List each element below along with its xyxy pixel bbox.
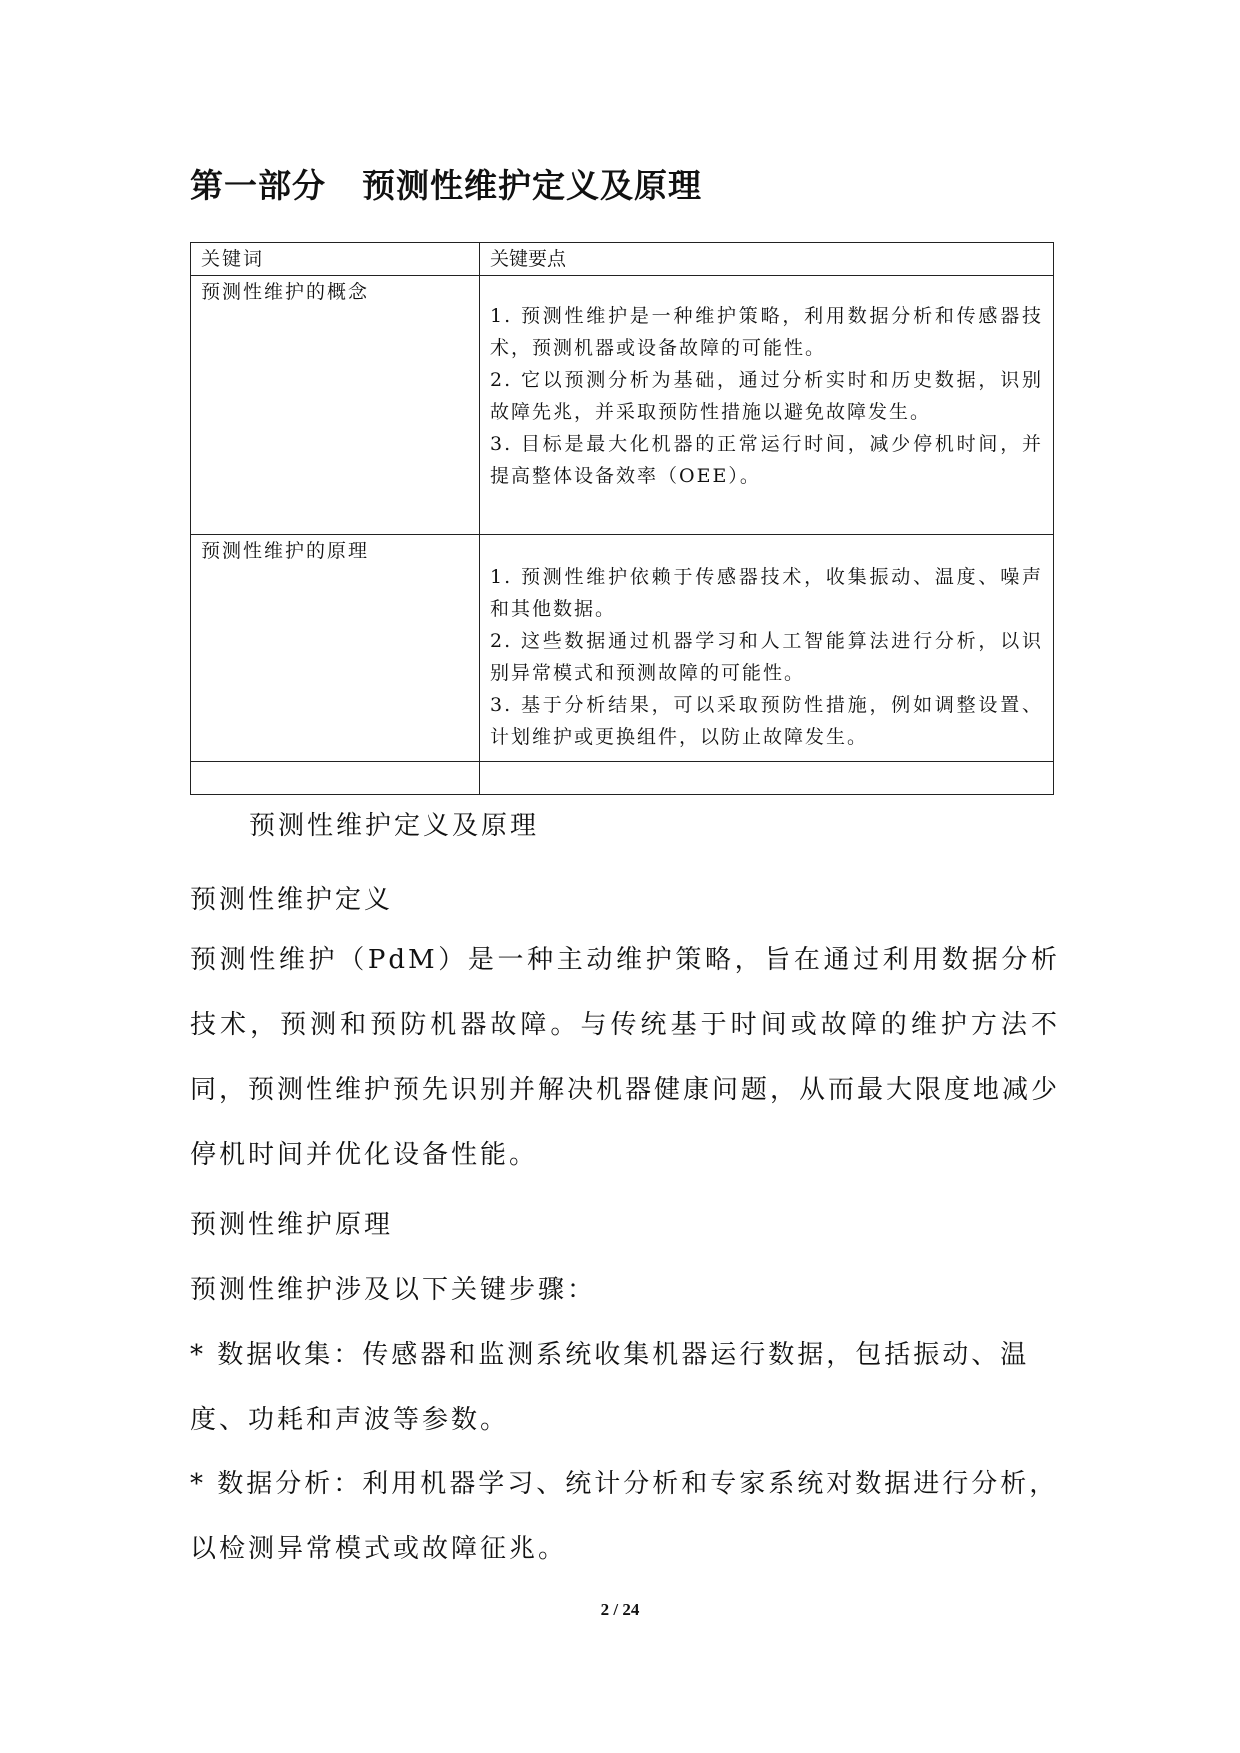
- bullet-item: * 数据收集：传感器和监测系统收集机器运行数据，包括振动、温度、功耗和声波等参数。: [190, 1340, 1030, 1435]
- table-cell-points: [480, 276, 1054, 535]
- key-point: 3. 基于分析结果，可以采取预防性措施，例如调整设置、计划维护或更换组件，以防止故障发生。: [490, 694, 1043, 748]
- table-header-keyword: 关键词: [191, 243, 480, 276]
- principle-heading: 预测性维护原理: [190, 1210, 394, 1240]
- table-row: [191, 276, 1054, 535]
- key-point: 1. 预测性维护依赖于传感器技术，收集振动、温度、噪声和其他数据。: [490, 566, 1043, 620]
- keyword-table: [190, 242, 1054, 795]
- section-heading: [190, 160, 702, 207]
- section-title: 预测性维护定义及原理: [362, 166, 702, 205]
- principle-intro: 预测性维护涉及以下关键步骤：: [190, 1275, 597, 1305]
- table-cell-keyword: 预测性维护的原理: [191, 535, 480, 762]
- table-cell-keyword: 预测性维护的概念: [191, 276, 480, 535]
- section-part: 第一部分: [190, 166, 326, 205]
- key-point: 2. 这些数据通过机器学习和人工智能算法进行分析，以识别异常模式和预测故障的可能性。: [490, 630, 1043, 684]
- table-row-empty: [191, 762, 1054, 795]
- body-subtitle: 预测性维护定义及原理: [249, 811, 540, 841]
- page-number: 2 / 24: [600, 1600, 640, 1619]
- key-point: 3. 目标是最大化机器的正常运行时间，减少停机时间，并提高整体设备效率（OEE）。: [490, 433, 1043, 487]
- table-header-row: [191, 243, 1054, 276]
- table-cell-empty: [191, 762, 480, 795]
- table-row: [191, 535, 1054, 762]
- table-header-points: 关键要点: [480, 243, 1054, 276]
- definition-paragraph: 预测性维护（PdM）是一种主动维护策略，旨在通过利用数据分析技术，预测和预防机器故障。与传统基于时间或故障的维护方法不同，预测性维护预先识别并解决机器健康问题，从而最大限度地减少停机时间并优化设备性能。: [190, 945, 1061, 1170]
- bullet-item: * 数据分析：利用机器学习、统计分析和专家系统对数据进行分析，以检测异常模式或故障征兆。: [190, 1469, 1059, 1564]
- table-cell-empty: [480, 762, 1054, 795]
- key-point: 2. 它以预测分析为基础，通过分析实时和历史数据，识别故障先兆，并采取预防性措施以避免故障发生。: [490, 369, 1043, 423]
- key-point: 1. 预测性维护是一种维护策略，利用数据分析和传感器技术，预测机器或设备故障的可能性。: [490, 305, 1043, 359]
- definition-heading: 预测性维护定义: [190, 885, 394, 915]
- table-cell-points: [480, 535, 1054, 762]
